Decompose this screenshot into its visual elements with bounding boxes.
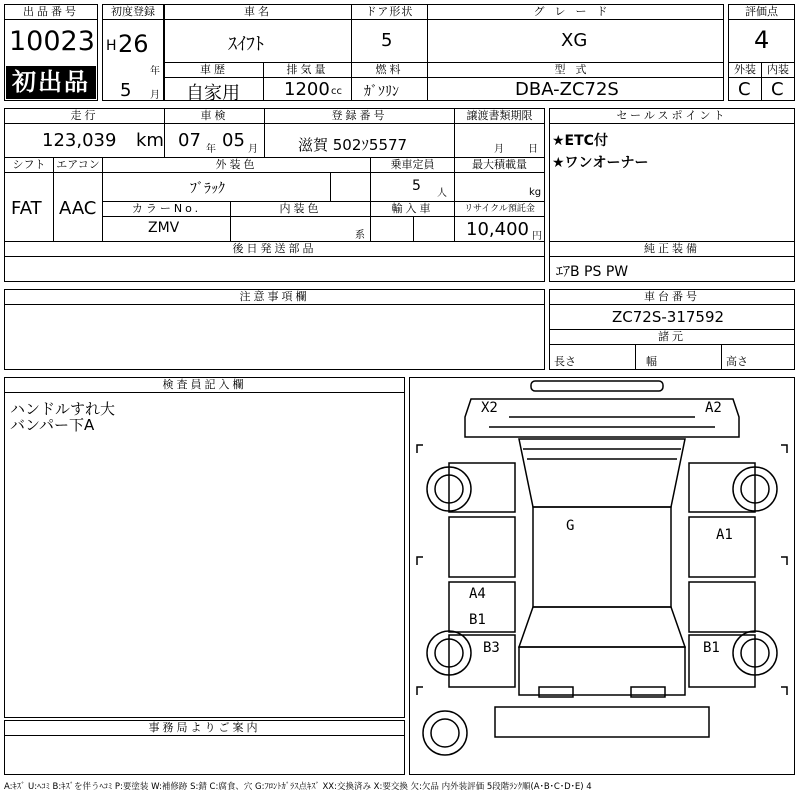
max-load-unit: kg bbox=[529, 187, 542, 198]
damage-mark-front-right: A2 bbox=[705, 400, 722, 416]
right-bracket-low bbox=[781, 687, 787, 695]
first-listing-badge: 初出品 bbox=[6, 66, 96, 99]
first-registration-month-unit: 月 bbox=[150, 90, 160, 101]
chassis-number: ZC72S-317592 bbox=[612, 308, 725, 326]
lot-number: 10023 bbox=[9, 26, 95, 57]
car-damage-diagram bbox=[409, 377, 795, 775]
inspector-note-2: バンパー下A bbox=[10, 416, 95, 434]
standard-equipment-header: 純正装備 bbox=[549, 241, 795, 257]
right-front-door bbox=[689, 517, 755, 577]
exterior-score: C bbox=[738, 79, 751, 100]
left-front-fender bbox=[449, 463, 515, 512]
history: 自家用 bbox=[186, 83, 240, 104]
inspection-year-unit: 年 bbox=[206, 144, 216, 155]
car-name: ｽｲﾌﾄ bbox=[228, 34, 264, 55]
exterior-color-header: 外装色 bbox=[102, 157, 371, 173]
color-number: ZMV bbox=[148, 220, 180, 236]
left-bracket-mid bbox=[417, 557, 423, 565]
plate: 滋賀 502ｿ5577 bbox=[298, 136, 408, 154]
displacement-unit: cc bbox=[331, 86, 342, 97]
right-front-fender bbox=[689, 463, 755, 512]
office-cell bbox=[4, 735, 405, 775]
displacement: 1200 bbox=[284, 79, 330, 100]
damage-mark-left-rear-fender: B3 bbox=[483, 640, 500, 656]
sales-points-header: セールスポイント bbox=[549, 108, 795, 124]
color-number-header: カラーNo. bbox=[102, 201, 231, 217]
interior-color-unit: 系 bbox=[355, 230, 365, 241]
inspection-year: 07 bbox=[178, 130, 201, 151]
car-name-header: 車名 bbox=[164, 4, 352, 20]
inspection-month-unit: 月 bbox=[248, 144, 258, 155]
capacity-header: 乗車定員 bbox=[370, 157, 455, 173]
front-grille bbox=[489, 417, 715, 427]
sales-point-1: ★ETC付 bbox=[552, 133, 608, 149]
first-registration-month: 5 bbox=[120, 80, 132, 101]
fuel-header: 燃料 bbox=[351, 62, 428, 78]
grade: XG bbox=[561, 30, 588, 51]
plate-header: 登録番号 bbox=[264, 108, 455, 124]
right-rear-door bbox=[689, 582, 755, 632]
exterior-score-header: 外装 bbox=[728, 62, 762, 78]
import-cell-1 bbox=[370, 216, 414, 242]
sales-point-2: ★ワンオーナー bbox=[552, 155, 649, 171]
score-header: 評価点 bbox=[728, 4, 795, 20]
first-registration-era: H bbox=[106, 38, 117, 54]
shift: FAT bbox=[11, 198, 42, 219]
damage-mark-roof: G bbox=[566, 518, 575, 534]
rear-bumper bbox=[495, 707, 709, 737]
right-bracket-mid bbox=[781, 557, 787, 565]
front-body-outline bbox=[465, 399, 739, 437]
inspection-header: 車検 bbox=[164, 108, 265, 124]
notes-header: 注意事項欄 bbox=[4, 289, 545, 305]
damage-legend: A:ｷｽﾞ U:ﾍｺﾐ B:ｷｽﾞを伴うﾍｺﾐ P:要塗装 W:補修跡 S:錆 C:腐食、穴 G:ﾌﾛﾝﾄｶﾞﾗｽ点ｷｽﾞ XX:交換済み X:要交換 欠:欠品 内外装評価 5段階ﾗﾝｸ順(A･B･C･D･E) 4 bbox=[4, 782, 592, 792]
damage-mark-left-rear-door-2: B1 bbox=[469, 612, 486, 628]
dimension-width-label: 幅 bbox=[646, 355, 657, 368]
aircon-header: エアコン bbox=[53, 157, 103, 173]
transfer-month-unit: 月 bbox=[494, 144, 504, 155]
capacity-unit: 人 bbox=[437, 188, 447, 199]
damage-mark-left-rear-door: A4 bbox=[469, 586, 486, 602]
recycle-fee: 10,400 bbox=[466, 219, 529, 240]
inspector-note-1: ハンドルすれ大 bbox=[10, 400, 116, 418]
front-bumper-bar bbox=[531, 381, 663, 391]
import-header: 輸入車 bbox=[370, 201, 455, 217]
inspector-notes-cell bbox=[4, 392, 405, 718]
import-cell-2 bbox=[413, 216, 455, 242]
mileage-header: 走行 bbox=[4, 108, 165, 124]
aircon: AAC bbox=[59, 198, 97, 219]
lot-number-header: 出品番号 bbox=[4, 4, 98, 20]
interior-color-header: 内装色 bbox=[230, 201, 371, 217]
transfer-day-unit: 日 bbox=[528, 144, 538, 155]
transfer-deadline-header: 譲渡書類期限 bbox=[454, 108, 545, 124]
displacement-header: 排気量 bbox=[263, 62, 352, 78]
left-front-door bbox=[449, 517, 515, 577]
history-header: 車歴 bbox=[164, 62, 264, 78]
first-registration-year: 26 bbox=[118, 30, 149, 58]
windshield-inner bbox=[523, 449, 681, 459]
model-header: 型式 bbox=[427, 62, 724, 78]
model: DBA-ZC72S bbox=[515, 79, 619, 100]
inspection-month: 05 bbox=[222, 130, 245, 151]
fuel: ｶﾞｿﾘﾝ bbox=[364, 84, 399, 100]
left-bracket-top bbox=[417, 445, 423, 453]
interior-score-header: 内装 bbox=[761, 62, 795, 78]
later-parts-header: 後日発送部品 bbox=[4, 241, 545, 257]
roof-panel bbox=[533, 507, 671, 607]
damage-mark-right-front-door: A1 bbox=[716, 527, 733, 543]
mileage: 123,039 bbox=[42, 130, 117, 151]
interior-color-cell bbox=[230, 216, 371, 242]
exterior-color-extra-cell bbox=[330, 172, 371, 202]
interior-score: C bbox=[771, 79, 784, 100]
door-type-header: ドア形状 bbox=[351, 4, 428, 20]
damage-mark-right-rear-fender: B1 bbox=[703, 640, 720, 656]
left-bracket-low bbox=[417, 687, 423, 695]
door-type: 5 bbox=[381, 30, 393, 51]
score-value: 4 bbox=[754, 26, 770, 54]
first-registration-header: 初度登録 bbox=[102, 4, 164, 20]
office-header: 事務局よりご案内 bbox=[4, 720, 405, 736]
right-bracket-top bbox=[781, 445, 787, 453]
inspector-notes-header: 検査員記入欄 bbox=[4, 377, 405, 393]
chassis-header: 車台番号 bbox=[549, 289, 795, 305]
recycle-header: リサイクル預託金 bbox=[454, 201, 545, 217]
recycle-unit: 円 bbox=[532, 231, 542, 242]
exterior-color: ﾌﾞﾗｯｸ bbox=[190, 181, 225, 197]
rear-body-outline bbox=[519, 647, 685, 695]
mileage-unit: km bbox=[136, 130, 164, 151]
spare-wheel bbox=[423, 711, 467, 755]
grade-header: グレード bbox=[427, 4, 724, 20]
damage-mark-front-left: X2 bbox=[481, 400, 498, 416]
spare-wheel-inner bbox=[431, 719, 459, 747]
later-parts-cell bbox=[4, 256, 545, 282]
capacity: 5 bbox=[412, 178, 421, 194]
shift-header: シフト bbox=[4, 157, 54, 173]
standard-equipment: ｴｱB PS PW bbox=[556, 264, 629, 280]
dimension-height-label: 高さ bbox=[726, 355, 748, 368]
dimensions-header: 諸元 bbox=[549, 329, 795, 345]
notes-cell bbox=[4, 304, 545, 370]
dimension-length-label: 長さ bbox=[554, 355, 576, 368]
first-registration-year-unit: 年 bbox=[150, 66, 160, 77]
max-load-header: 最大積載量 bbox=[454, 157, 545, 173]
rear-window bbox=[519, 607, 685, 647]
